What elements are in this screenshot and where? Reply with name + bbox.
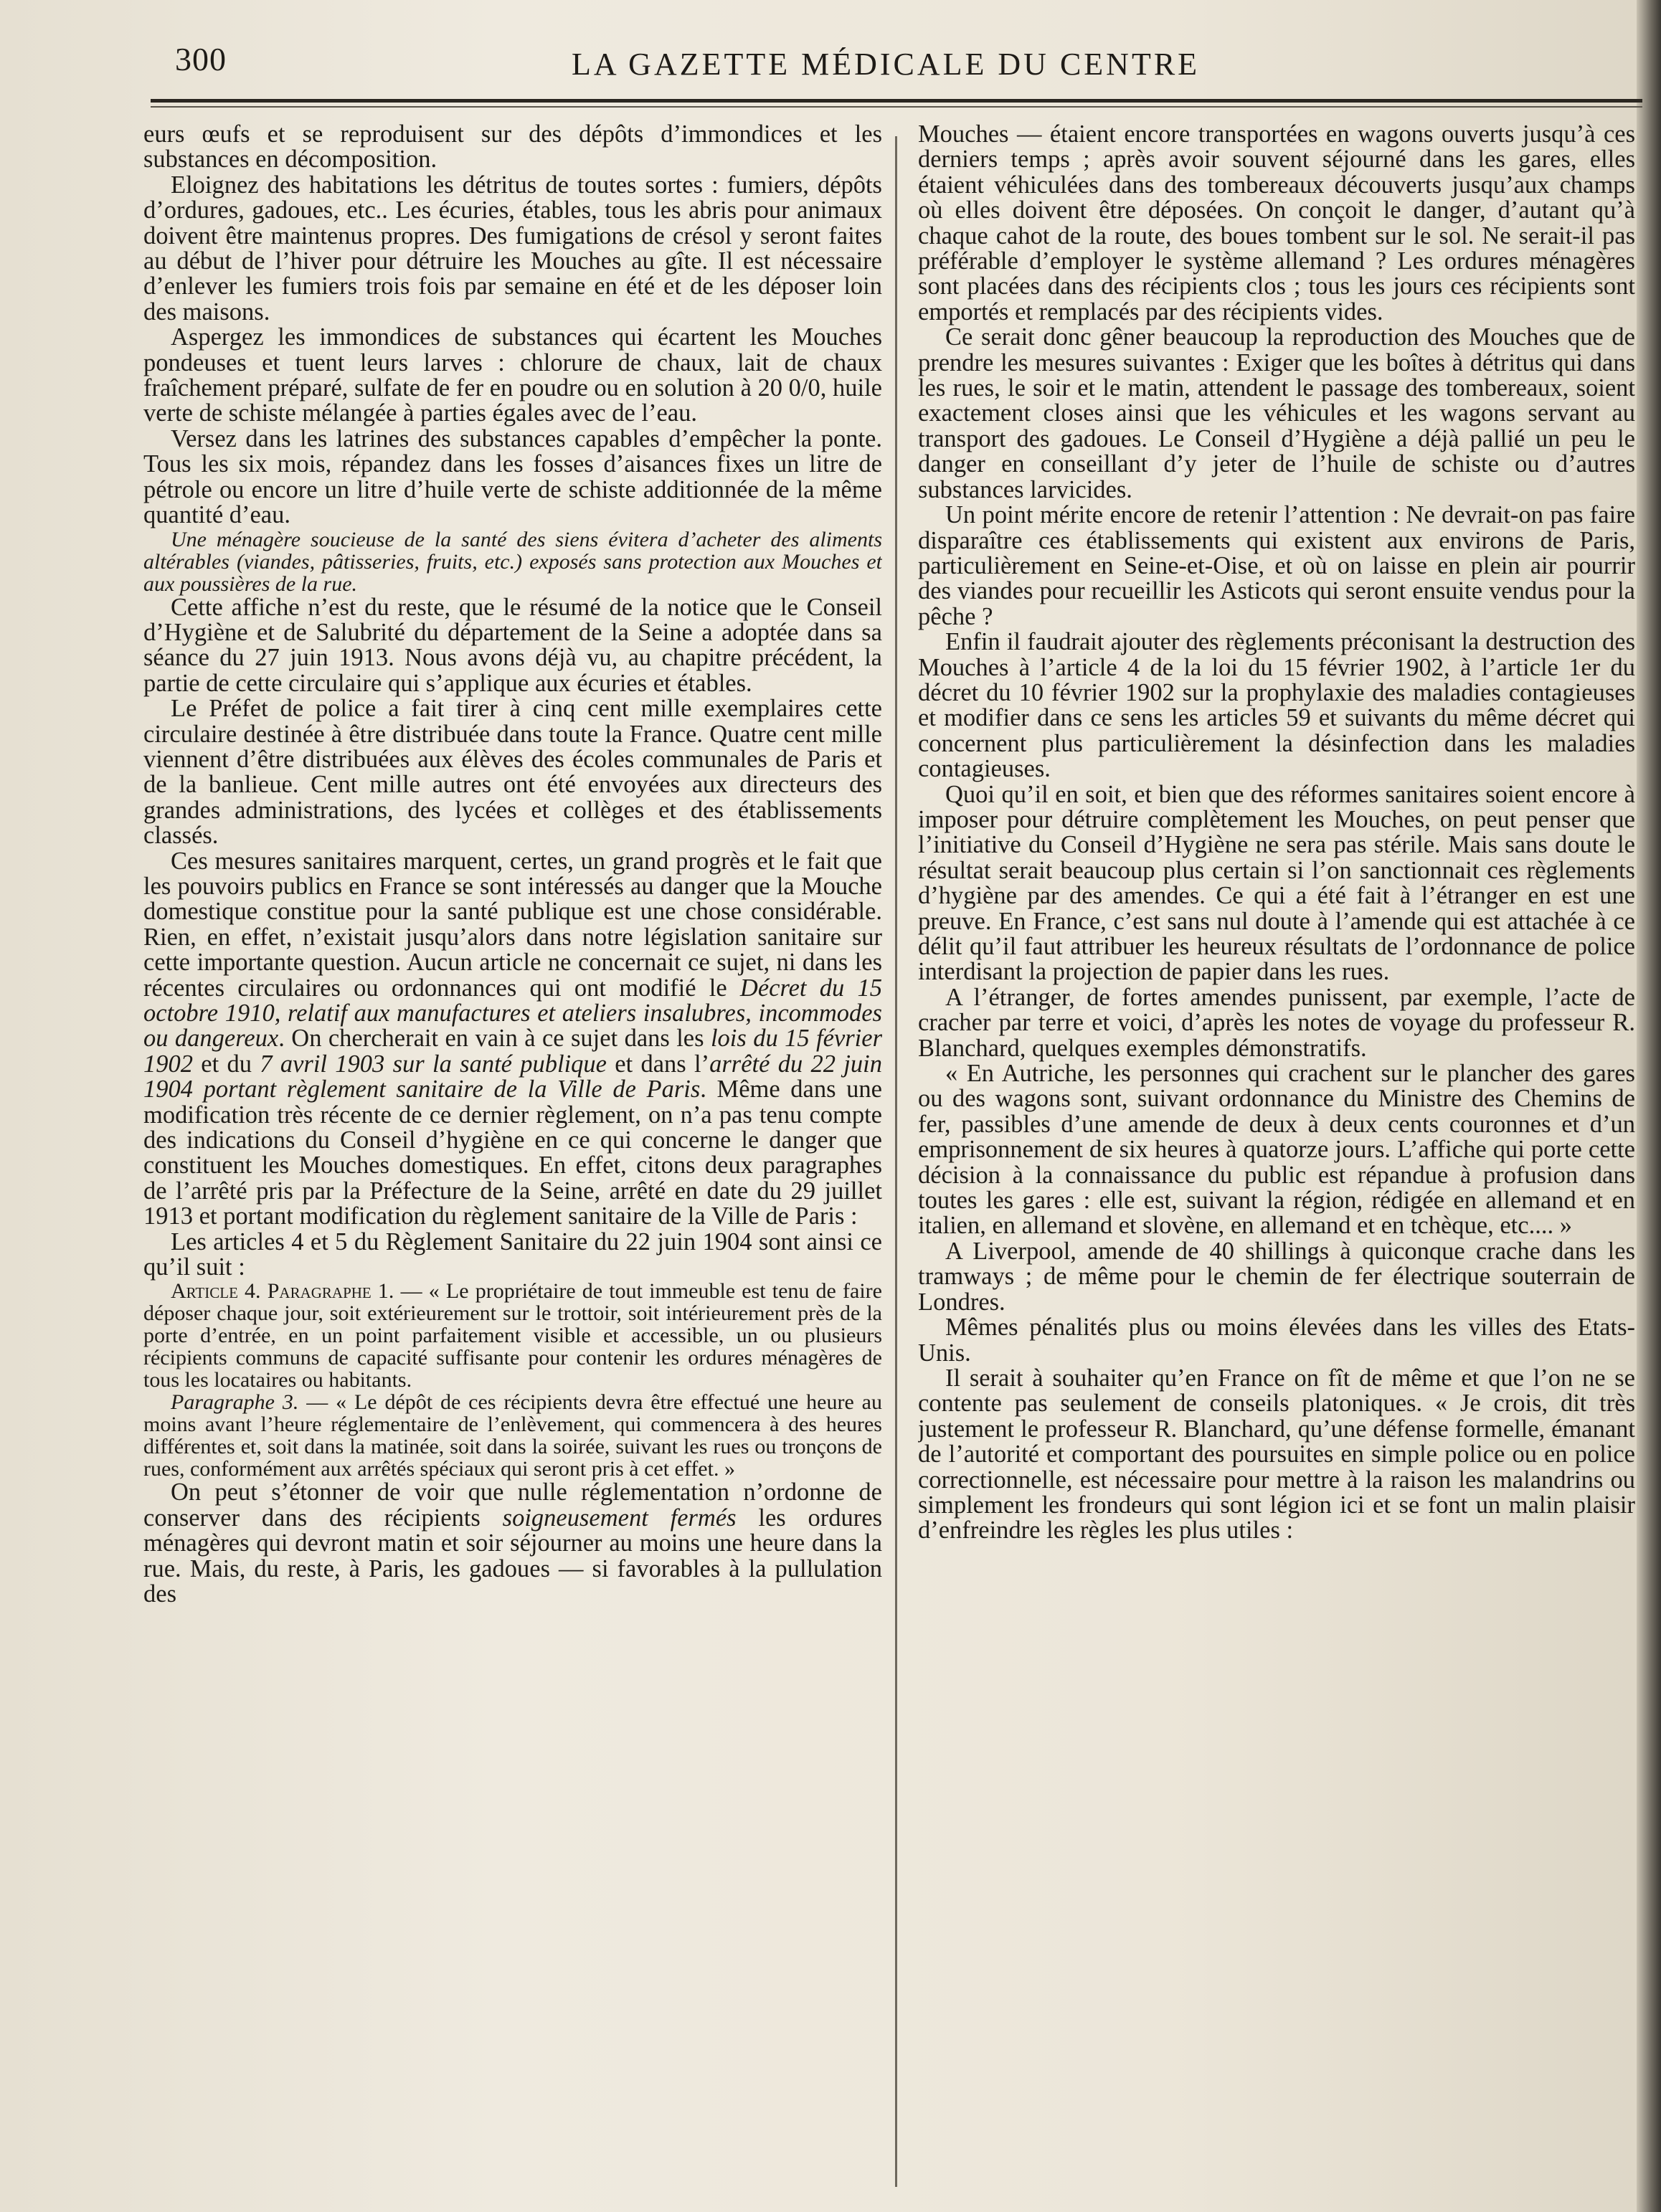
paragraph: Mêmes pénalités plus ou moins élevées dans les villes des Etats-Unis.	[918, 1314, 1635, 1367]
text-run: — « Le dépôt de ces récipients devra être effectué une heure au moins avant l’heure réglementaire de l’enlèvement, qui commencera à des heures différentes et, soit dans la matinée, soit dans la soirée, suivant les rues ou tronçons de rues, conformément aux arrêtés spéciaux qui seront pris à cet effet. »	[143, 1390, 882, 1481]
right-column	[918, 122, 1635, 2194]
paragraph-italic: Une ménagère soucieuse de la santé des siens évitera d’acheter des aliments altérables (viandes, pâtisseries, fruits, etc.) exposés sans protection aux Mouches et aux poussières de la rue.	[143, 527, 882, 596]
paragraph: Cette affiche n’est du reste, que le résumé de la notice que le Conseil d’Hygiène et de Salubrité du département de la Seine a adoptée dans sa séance du 27 juin 1913. Nous avons déjà vu, au chapitre précédent, la partie de cette circulaire qui s’applique aux écuries et étables.	[143, 593, 882, 697]
left-column	[143, 122, 882, 2194]
text-run: les ordures ménagères qui devront matin et soir séjourner au moins une heure dans la rue. Mais, du reste, à Paris, les gadoues — si favorables à la pullulation des	[143, 1504, 882, 1608]
paragraph	[143, 1480, 882, 1607]
paragraph-small	[143, 1391, 882, 1480]
paragraph: A l’étranger, de fortes amendes punissent, par exemple, l’acte de cracher par terre et voici, d’après les notes de voyage du professeur R. Blanchard, quelques exemples démonstratifs.	[918, 983, 1635, 1062]
paragraph-heading: Paragraphe 3.	[171, 1390, 299, 1415]
paragraph: Quoi qu’il en soit, et bien que des réformes sanitaires soient encore à imposer pour détruire complètement les Mouches, on peut penser que l’initiative du Conseil d’Hygiène ne sera pas stérile. Mais sans doute le résultat serait beaucoup plus certain si l’on sanctionnait ces règlements d’hygiène par des amendes. Ce qui a été fait à l’étranger en est une preuve. En France, c’est sans nul doute à l’amende qui est attachée à ce délit qu’il faut attribuer les heureux résultats de l’ordonnance de police interdisant la projection de papier dans les rues.	[918, 780, 1635, 986]
text-run-italic: soigneusement fermés	[502, 1504, 737, 1532]
paragraph: A Liverpool, amende de 40 shillings à quiconque crache dans les tramways ; de même pour le chemin de fer électrique souterrain de Londres.	[918, 1237, 1635, 1316]
paragraph: « En Autriche, les personnes qui crachent sur le plancher des gares ou des wagons sont, suivant ordonnance du Ministre des Chemins de fer, passibles d’une amende de deux à deux cents couronnes et d’un emprisonnement de six heures à quatorze jours. L’affiche qui porte cette décision à la connaissance du public est répandue à profusion dans toutes les gares : elle est, suivant la région, rédigée en allemand et en italien, en allemand et slovène, en allemand et en tchèque, etc.... »	[918, 1060, 1635, 1240]
text-run-italic: Décret du 15 octobre 1910, relatif aux manufactures et ateliers insalubres, incommodes ou dangereux	[143, 974, 882, 1053]
text-run: et dans l’	[607, 1050, 710, 1078]
paragraph: Eloignez des habitations les détritus de toutes sortes : fumiers, dépôts d’ordures, gadoues, etc.. Les écuries, étables, tous les abris pour animaux doivent être maintenus propres. Des fumigations de crésol y seront faites au début de l’hiver pour détruire les Mouches au gîte. Il est nécessaire d’enlever les fumiers trois fois par semaine en été et de les déposer loin des maisons.	[143, 171, 882, 326]
paragraph: Il serait à souhaiter qu’en France on fît de même et que l’on ne se contente pas seulement de conseils platoniques. « Je crois, dit très justement le professeur R. Blanchard, qu’une défense formelle, émanant de l’autorité et comportant des poursuites en simple police ou en police correctionnelle, est nécessaire pour mettre à la raison les malandrins ou simplement les frondeurs qui sont légion ici et se font un malin plaisir d’enfreindre les règles les plus utiles :	[918, 1364, 1635, 1544]
paragraph: eurs œufs et se reproduisent sur des dépôts d’immondices et les substances en décomposition.	[143, 122, 882, 174]
text-run: Ces mesures sanitaires marquent, certes, un grand progrès et le fait que les pouvoirs publics en France se sont intéressés au danger que la Mouche domestique constitue pour la santé publique est une chose considérable. Rien, en effet, n’existait jusqu’alors dans notre législation sanitaire sur cette importante question. Aucun article ne concernait ce sujet, ni dans les récentes circulaires ou ordonnances qui ont modifié le	[143, 847, 882, 1002]
page-header	[143, 36, 1628, 100]
text-run-italic: 7 avril 1903 sur la santé publique	[260, 1050, 607, 1078]
text-run: . Même dans une modification très récente de ce dernier règlement, on n’a pas tenu compte des indications du Conseil d’hygiène en ce qui concerne le danger que constituent les Mouches domestiques. En effet, citons deux paragraphes de l’arrêté pris par la Préfecture de la Seine, arrêté en date du 29 juillet 1913 et portant modification du règlement sanitaire de la Ville de Paris :	[143, 1076, 882, 1230]
paragraph: Le Préfet de police a fait tirer à cinq cent mille exemplaires cette circulaire destinée à être distribuée dans toute la France. Quatre cent mille viennent d’être distribuées aux élèves des écoles communales de Paris et de la banlieue. Cent mille autres ont été envoyées aux directeurs des grandes administrations, des lycées et collèges et des établissements classés.	[143, 695, 882, 850]
text-run-italic: lois du 15 février 1902	[143, 1025, 882, 1078]
text-run-italic: arrêté du 22 juin 1904 portant règlement sanitaire de la Ville de Paris	[143, 1050, 882, 1103]
paragraph: Enfin il faudrait ajouter des règlements préconisant la destruction des Mouches à l’article 4 de la loi du 15 février 1902, à l’article 1er du décret du 10 février 1902 sur la prophylaxie des maladies contagieuses et modifier dans ce sens les articles 59 et suivants du même décret qui concernent plus particulièrement la désinfection dans les maladies contagieuses.	[918, 628, 1635, 783]
text-run: On peut s’étonner de voir que nulle réglementation n’ordonne de conserver dans des récipients	[143, 1478, 882, 1532]
header-rule-thin	[151, 106, 1642, 108]
header-rule	[151, 99, 1642, 103]
paragraph: Mouches — étaient encore transportées en wagons ouverts jusqu’à ces derniers temps ; après avoir souvent séjourné dans les gares, elles étaient véhiculées dans des tombereaux découverts jusqu’aux champs où elles doivent être déposées. On conçoit le danger, d’autant qu’à chaque cahot de la route, des boues tombent sur le sol. Ne serait-il pas préférable d’employer le système allemand ? Les ordures ménagères sont placées dans des récipients clos ; tous les jours ces récipients sont emportés et remplacés par des récipients vides.	[918, 122, 1635, 326]
article-heading: Article 4. Paragraphe 1.	[171, 1279, 394, 1304]
paragraph: Les articles 4 et 5 du Règlement Sanitaire du 22 juin 1904 sont ainsi ce qu’il suit :	[143, 1228, 882, 1281]
text-run: . On chercherait en vain à ce sujet dans les	[278, 1025, 711, 1053]
paragraph: Aspergez les immondices de substances qui écartent les Mouches pondeuses et tuent leurs larves : chlorure de chaux, lait de chaux fraîchement préparé, sulfate de fer en poudre ou en solution à 20 0/0, huile verte de schiste mélangée à parties égales avec de l’eau.	[143, 323, 882, 427]
paragraph: Ce serait donc gêner beaucoup la reproduction des Mouches que de prendre les mesures suivantes : Exiger que les boîtes à détritus qui dans les rues, le soir et le matin, attendent le passage des tombereaux, soient exactement closes ainsi que les véhicules et les wagons servant au transport des gadoues. Le Conseil d’Hygiène a déjà pallié un peu le danger en conseillant d’y jeter de l’huile de schiste ou d’autres substances larvicides.	[918, 323, 1635, 503]
binding-gutter	[1637, 0, 1661, 2212]
text-run: — « Le propriétaire de tout immeuble est tenu de faire déposer chaque jour, soit extérieurement sur le trottoir, soit intérieurement près de la porte d’entrée, en un point parfaitement visible et accessible, un ou plusieurs récipients communs de capacité suffisante pour contenir les ordures ménagères de tous les locataires ou habitants.	[143, 1279, 882, 1392]
paragraph-small	[143, 1280, 882, 1391]
running-title: LA GAZETTE MÉDICALE DU CENTRE	[571, 47, 1201, 82]
page-number: 300	[175, 41, 227, 77]
text-run: et du	[193, 1050, 260, 1078]
paragraph: Un point mérite encore de retenir l’attention : Ne devrait-on pas faire disparaître ces établissements qui existent aux environs de Paris, particulièrement en Seine-et-Oise, et où on laisse en plein air pourrir des viandes pour recueillir les Asticots qui seront ensuite vendus pour la pêche ?	[918, 501, 1635, 630]
paragraph	[143, 849, 882, 1230]
column-divider	[895, 136, 897, 2187]
paragraph: Versez dans les latrines des substances capables d’empêcher la ponte. Tous les six mois, répandez dans les fosses d’aisances fixes un litre de pétrole ou encore un litre d’huile verte de schiste additionnée de la même quantité d’eau.	[143, 424, 882, 529]
